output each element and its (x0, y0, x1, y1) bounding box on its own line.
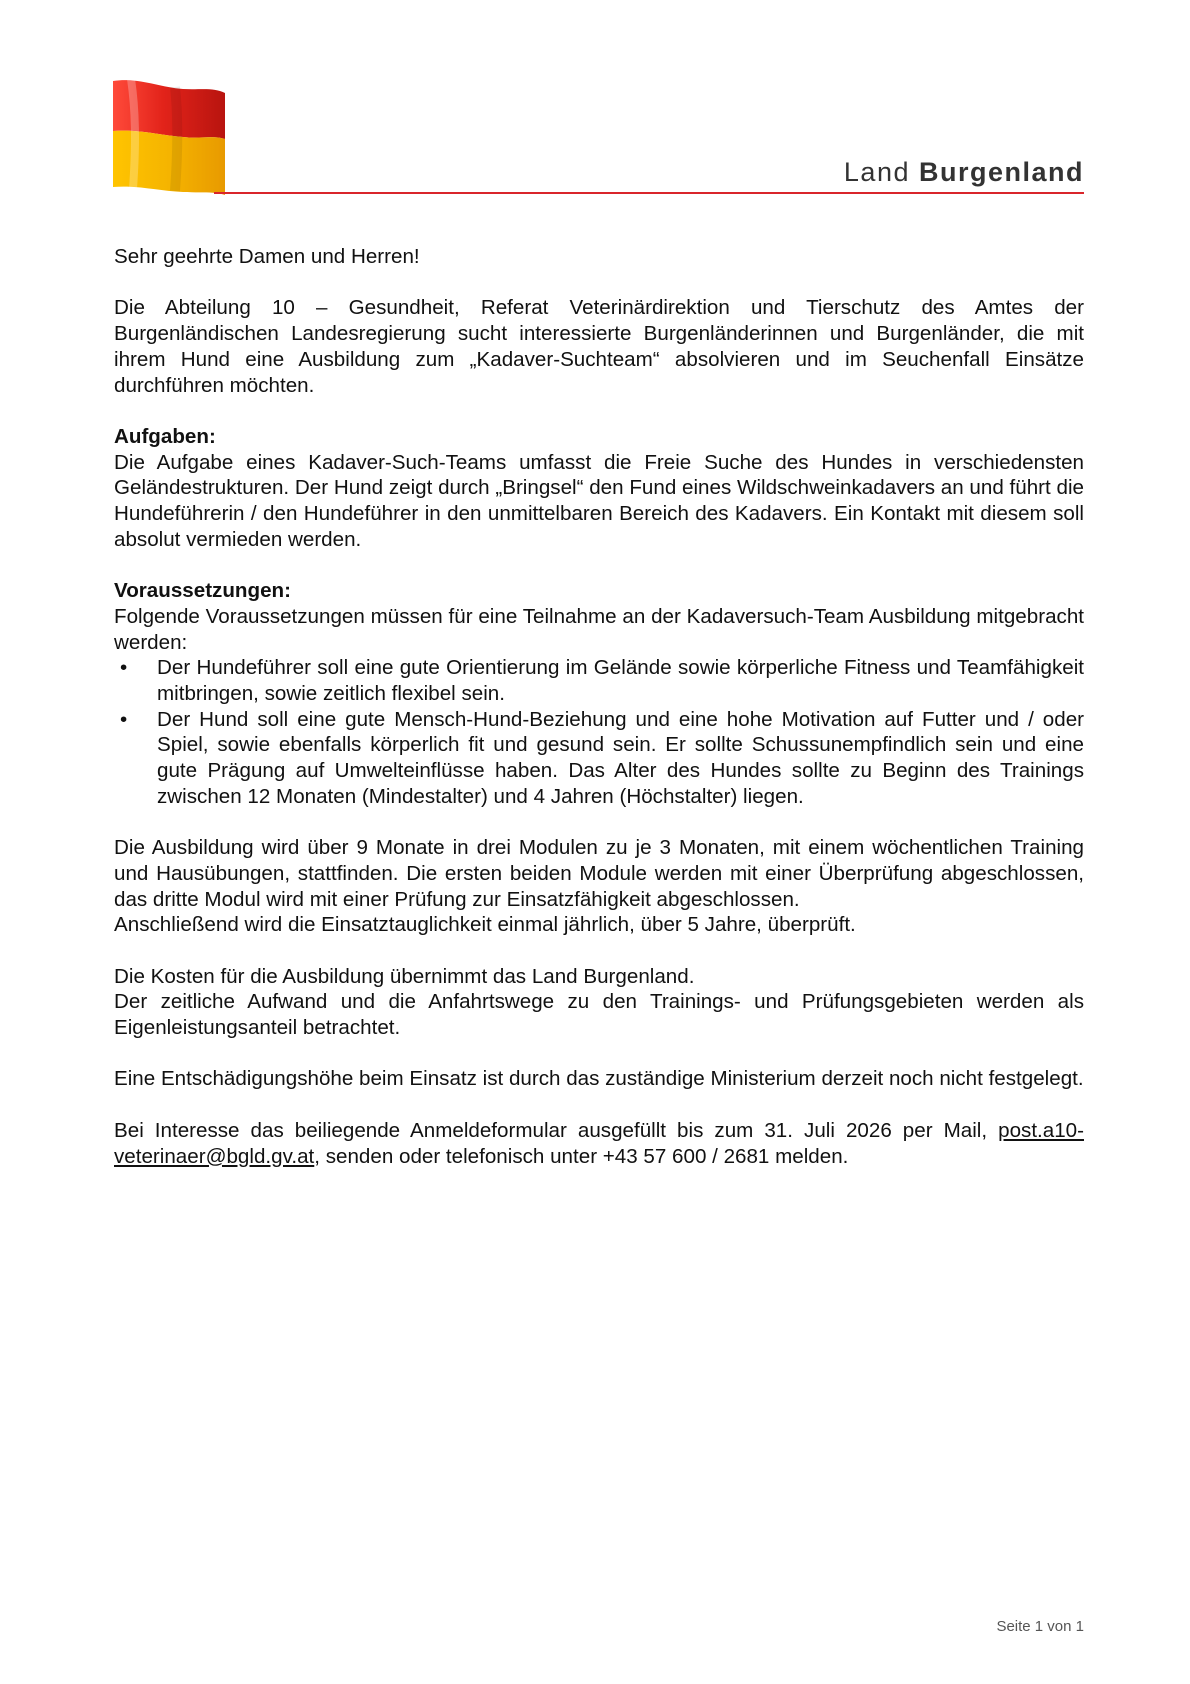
contact-email-link[interactable]: post.a10-veterinaer@bgld.gv.at (114, 1118, 1084, 1168)
brand-bold-text: Burgenland (918, 157, 1084, 187)
brand-light-text: Land (843, 157, 919, 187)
list-item (114, 707, 1084, 810)
burgenland-flag-icon (113, 79, 225, 195)
tasks-paragraph: Die Aufgabe eines Kadaver-Such-Teams umfasst die Freie Suche des Hundes in verschiedensten Geländestrukturen. Der Hund zeigt durch „Bringsel“ den Fund eines Wildschweinkadavers an und führt die Hundeführerin / den Hundeführer in den unmittelbaren Bereich des Kadavers. Ein Kontakt mit diesem soll absolut vermieden werden. (114, 450, 1084, 551)
salutation: Sehr geehrte Damen und Herren! (114, 245, 420, 268)
training-paragraph: Die Ausbildung wird über 9 Monate in drei Modulen zu je 3 Monaten, mit einem wöchentlichen Training und Hausübungen, stattfinden. Die ersten beiden Module werden mit einer Überprüfung abgeschlossen, das dritte Modul wird mit einer Prüfung zur Einsatzfähigkeit abgeschlossen. (114, 836, 1084, 911)
training-followup: Anschließend wird die Einsatztauglichkeit einmal jährlich, über 5 Jahre, überprüft. (114, 913, 856, 937)
requirements-heading: Voraussetzungen: (114, 579, 291, 603)
header-divider (214, 192, 1084, 194)
costs-paragraph: Der zeitliche Aufwand und die Anfahrtswege zu den Trainings- und Prüfungsgebieten werden als Eigenleistungsanteil betrachtet. (114, 990, 1084, 1040)
compensation-paragraph: Eine Entschädigungshöhe beim Einsatz ist durch das zuständige Ministerium derzeit noch nicht festgelegt. (114, 1067, 1084, 1091)
page-number: Seite 1 von 1 (996, 1618, 1084, 1635)
contact-paragraph (114, 1118, 1084, 1169)
list-item (114, 655, 1084, 706)
costs-line: Die Kosten für die Ausbildung übernimmt das Land Burgenland. (114, 964, 695, 988)
requirements-intro: Folgende Voraussetzungen müssen für eine Teilnahme an der Kadaversuch-Team Ausbildung mitgebracht werden: (114, 604, 1084, 654)
letter-body (114, 244, 1084, 1195)
contact-text-before: Bei Interesse das beiliegende Anmeldeformular ausgefüllt bis zum 31. Juli 2026 per Mail, (114, 1118, 999, 1142)
brand-wordmark (844, 157, 1084, 188)
requirement-text: Der Hund soll eine gute Mensch-Hund-Beziehung und eine hohe Motivation auf Futter und / oder Spiel, sowie ebenfalls körperlich fit und gesund sein. Er sollte Schussunempfindlich sein und eine gute Prägung auf Umwelteinflüsse haben. Das Alter des Hundes sollte zu Beginn des Trainings zwischen 12 Monaten (Mindestalter) und 4 Jahren (Höchstalter) liegen. (157, 707, 1084, 808)
requirements-list (114, 655, 1084, 809)
tasks-heading: Aufgaben: (114, 424, 216, 448)
contact-text-after: , senden oder telefonisch unter +43 57 600 / 2681 melden. (314, 1144, 849, 1168)
bullet-icon: • (120, 707, 128, 731)
bullet-icon: • (120, 656, 128, 680)
intro-paragraph: Die Abteilung 10 – Gesundheit, Referat Veterinärdirektion und Tierschutz des Amtes der Burgenländischen Landesregierung sucht interessierte Burgenländerinnen und Burgenländer, die mit ihrem Hund eine Ausbildung zum „Kadaver-Suchteam“ absolvieren und im Seuchenfall Einsätze durchführen möchten. (114, 296, 1084, 397)
requirement-text: Der Hundeführer soll eine gute Orientierung im Gelände sowie körperliche Fitness und Teamfähigkeit mitbringen, sowie zeitlich flexibel sein. (157, 656, 1084, 705)
